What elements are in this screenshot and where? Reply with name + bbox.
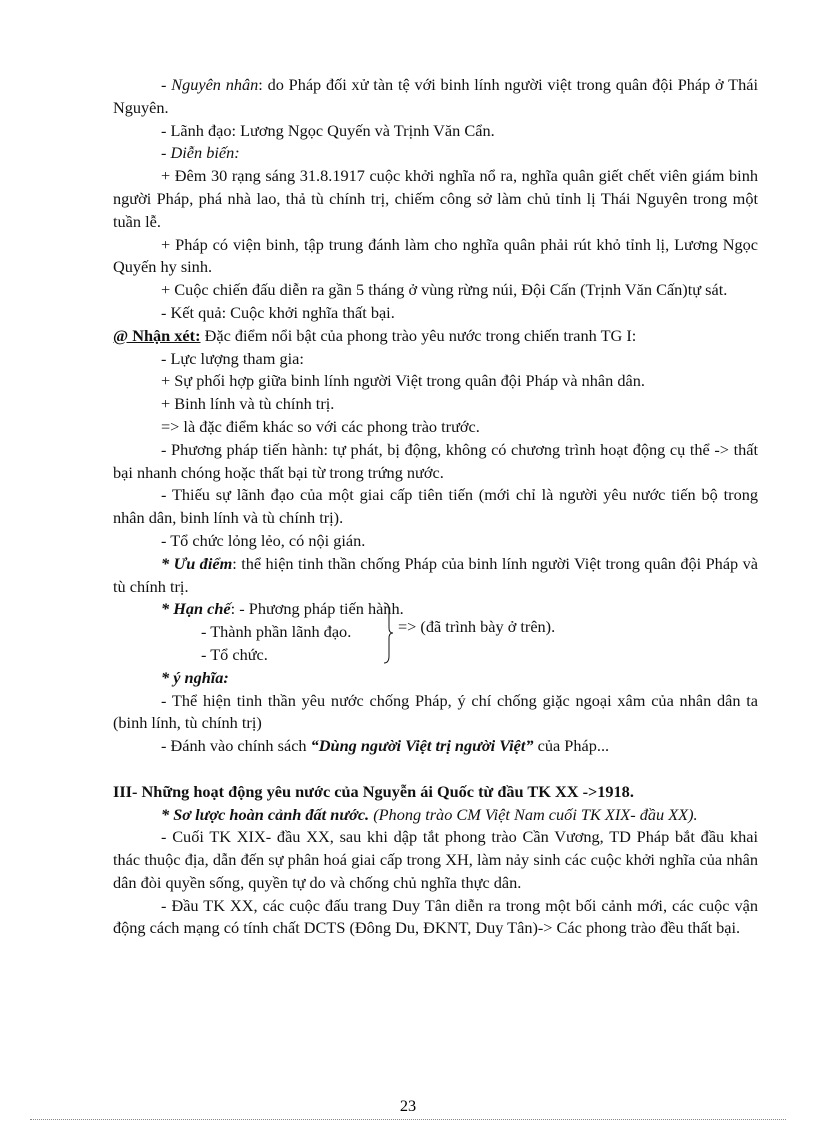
- label-nguyen-nhan: Nguyên nhân: [171, 75, 259, 94]
- paragraph: + Sự phối hợp giữa binh lính người Việt trong quân đội Pháp và nhân dân.: [161, 371, 645, 391]
- paragraph-dien-bien: - Diễn biến:: [161, 143, 240, 163]
- paragraph: + Binh lính và tù chính trị.: [161, 394, 335, 414]
- paragraph: - Lực lượng tham gia:: [161, 348, 304, 368]
- paragraph-ket-qua: - Kết quả: Cuộc khởi nghĩa thất bại.: [161, 302, 395, 322]
- subheading-italic: (Phong trào CM Việt Nam cuối TK XIX- đầu XX).: [369, 804, 698, 824]
- paragraph-uu-diem: [113, 553, 758, 599]
- paragraph: => là đặc điểm khác so với các phong trào trước.: [161, 416, 480, 436]
- paragraph: - Thể hiện tinh thần yêu nước chống Pháp, ý chí chống giặc ngoại xâm của nhân dân ta (binh lính, tù chính trị): [113, 690, 758, 733]
- separator: :: [230, 599, 240, 619]
- han-che-conclusion: => (đã trình bày ở trên).: [398, 617, 556, 637]
- heading-nhan-xet: @ Nhận xét:: [113, 325, 201, 345]
- subheading: [113, 804, 758, 827]
- paragraph-lanh-dao: - Lãnh đạo: Lương Ngọc Quyến và Trịnh Văn Cẩn.: [161, 120, 495, 140]
- paragraph: [113, 735, 758, 758]
- paragraph: - Đầu TK XX, các cuộc đấu trang Duy Tân diễn ra trong một bối cảnh mới, các cuộc vận động cách mạng có tính chất DCTS (Đông Du, ĐKNT, Duy Tân)-> Các phong trào đều thất bại.: [113, 895, 758, 938]
- subheading-bold: * Sơ lược hoàn cảnh đất nước.: [161, 804, 370, 824]
- document-page: [113, 74, 758, 940]
- paragraph: - Phương pháp tiến hành: tự phát, bị động, không có chương trình hoạt động cụ thể -> thất bại nhanh chóng hoặc thất bại từ trong trứng nước.: [113, 439, 758, 482]
- dash: -: [161, 75, 172, 94]
- text: Đặc điểm nổi bật của phong trào yêu nước trong chiến tranh TG I:: [200, 325, 637, 345]
- paragraph: - Tổ chức lỏng lẻo, có nội gián.: [161, 530, 366, 550]
- paragraph: + Cuộc chiến đấu diễn ra gần 5 tháng ở vùng rừng núi, Đội Cấn (Trịnh Văn Cấn)tự sát.: [161, 280, 728, 300]
- han-che-item: - Phương pháp tiến hành.: [239, 599, 404, 619]
- paragraph: + Đêm 30 rạng sáng 31.8.1917 cuộc khởi nghĩa nổ ra, nghĩa quân giết chết viên giám binh người Pháp, phá nhà lao, thả tù chính trị, chiếm công sở làm chủ tỉnh lị Thái Nguyên trong một tuần lễ.: [113, 166, 758, 231]
- page-number: 23: [399, 1096, 417, 1115]
- label-han-che: * Hạn chế: [161, 599, 231, 619]
- paragraph: - Thiếu sự lãnh đạo của một giai cấp tiên tiến (mới chỉ là người yêu nước tiến bộ trong nhân dân, binh lính và tù chính trị).: [113, 485, 758, 528]
- quote: “Dùng người Việt trị người Việt”: [310, 736, 534, 756]
- label-uu-diem: * Ưu điểm: [161, 553, 233, 573]
- paragraph-nhan-xet: [113, 325, 758, 348]
- paragraph: - Cuối TK XIX- đầu XX, sau khi dập tắt phong trào Cần Vương, TD Pháp bắt đầu khai thác thuộc địa, dẫn đến sự phân hoá giai cấp trong XH, làm nảy sinh các cuộc khởi nghĩa của nhân dân đòi quyền sống, quyền tự do và chống chủ nghĩa thực dân.: [113, 827, 758, 892]
- han-che-block: [113, 598, 758, 666]
- han-che-item: - Thành phần lãnh đạo.: [201, 622, 352, 642]
- han-che-item: - Tổ chức.: [201, 644, 268, 664]
- han-che-line: [161, 598, 404, 621]
- brace-icon: [383, 602, 393, 664]
- text: : do Pháp đối xử tàn tệ với binh lính người việt trong quân đội Pháp ở Thái Nguyên.: [113, 75, 758, 117]
- text: : thể hiện tinh thần chống Pháp của binh lính người Việt trong quân đội Pháp và tù chính trị.: [113, 553, 758, 596]
- paragraph-nguyen-nhan: [113, 74, 758, 120]
- text: của Pháp...: [533, 736, 610, 756]
- paragraph: + Pháp có viện binh, tập trung đánh làm cho nghĩa quân phải rút khỏ tỉnh lị, Lương Ngọc Quyến hy sinh.: [113, 234, 758, 277]
- heading-y-nghia: * ý nghĩa:: [161, 667, 229, 687]
- text: - Đánh vào chính sách: [161, 736, 311, 756]
- footer-divider: [30, 1119, 786, 1120]
- section-heading: III- Những hoạt động yêu nước của Nguyễn ái Quốc từ đầu TK XX ->1918.: [113, 781, 634, 801]
